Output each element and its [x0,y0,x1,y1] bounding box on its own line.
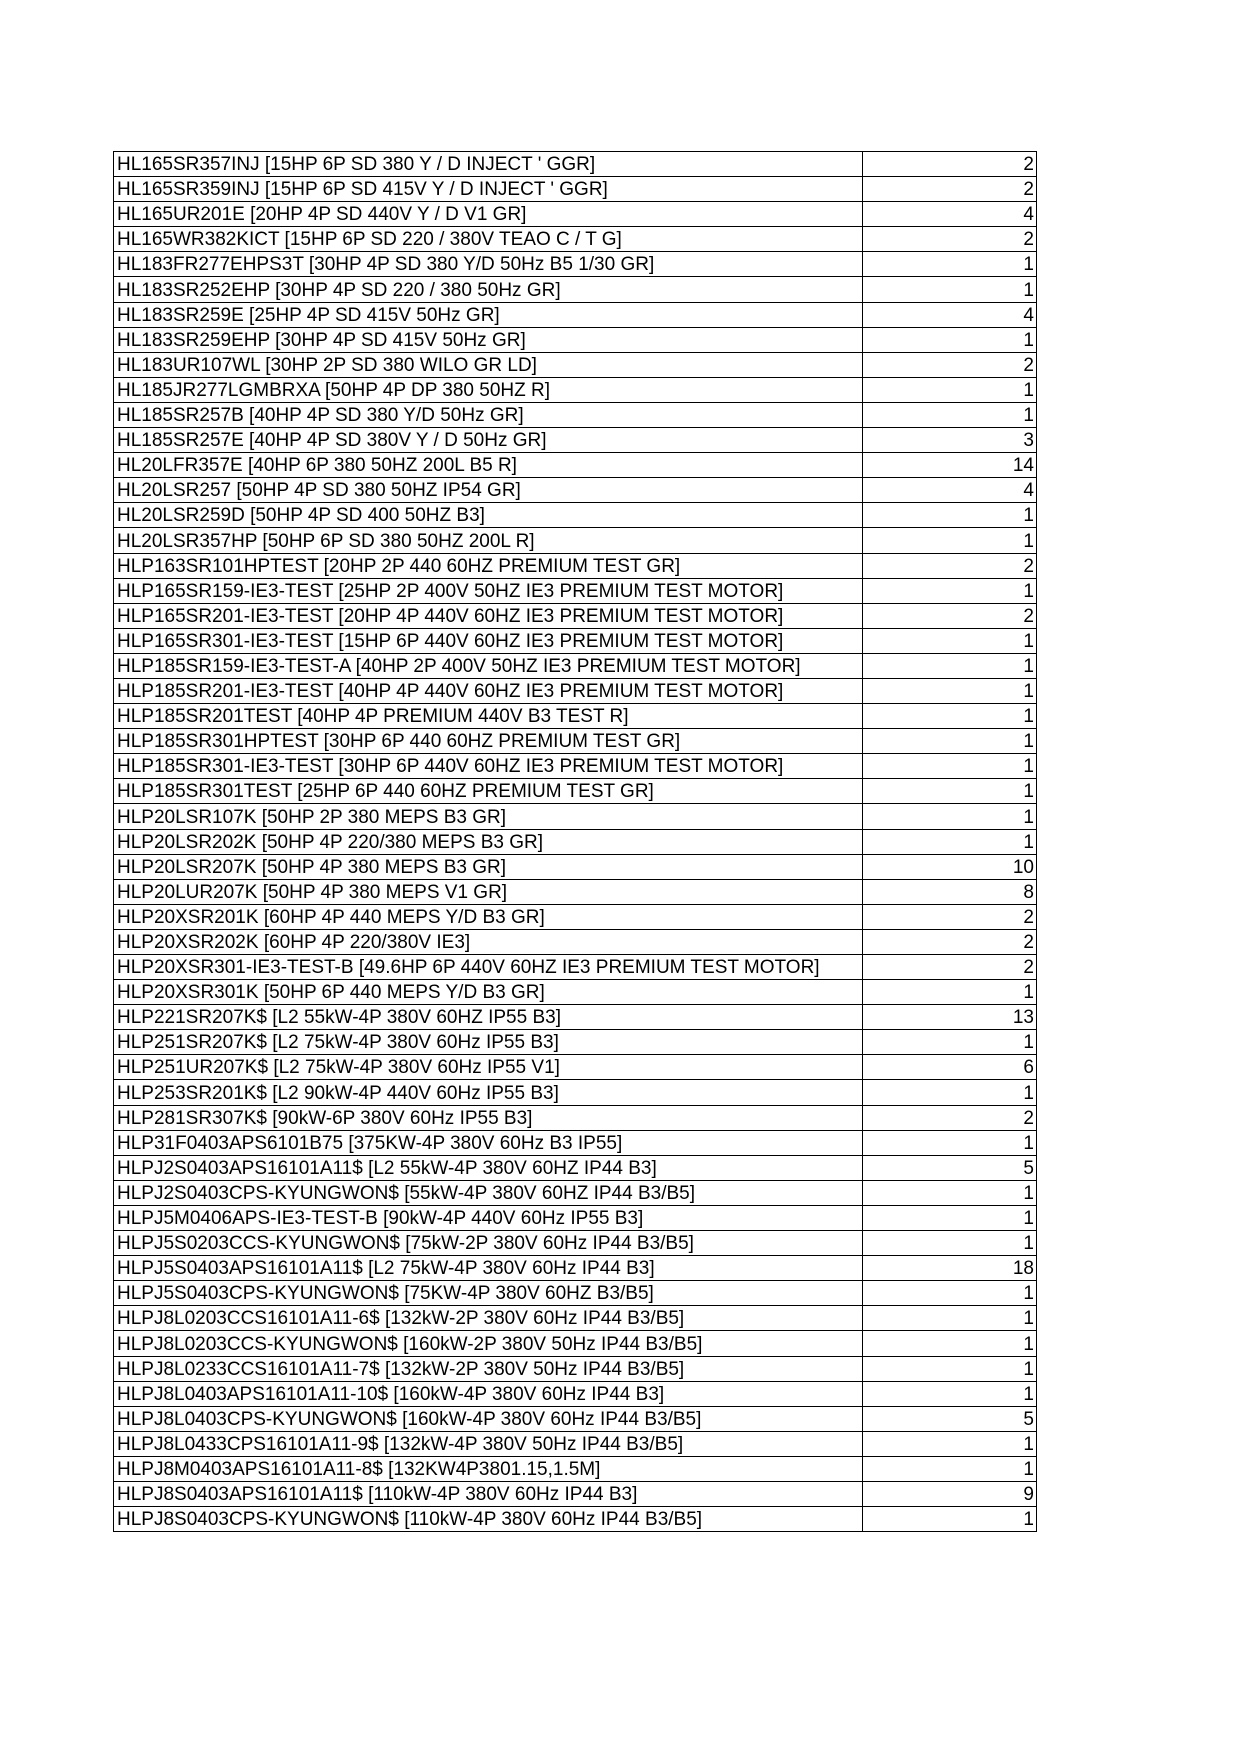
table-row [114,578,1037,603]
item-description-cell: HL165SR359INJ [15HP 6P SD 415V Y / D INJECT ' GGR] [114,177,863,202]
item-quantity-cell: 2 [863,553,1037,578]
item-description-cell: HL20LSR357HP [50HP 6P SD 380 50HZ 200L R] [114,528,863,553]
item-quantity-cell: 1 [863,1331,1037,1356]
item-description-cell: HLP185SR201-IE3-TEST [40HP 4P 440V 60HZ IE3 PREMIUM TEST MOTOR] [114,678,863,703]
item-description-cell: HLPJ5M0406APS-IE3-TEST-B [90kW-4P 440V 60Hz IP55 B3] [114,1205,863,1230]
item-quantity-cell: 1 [863,729,1037,754]
table-row [114,1481,1037,1506]
item-description-cell: HL185SR257B [40HP 4P SD 380 Y/D 50Hz GR] [114,402,863,427]
inventory-table [113,151,1037,1532]
table-row [114,1080,1037,1105]
item-description-cell: HL183UR107WL [30HP 2P SD 380 WILO GR LD] [114,352,863,377]
item-quantity-cell: 1 [863,377,1037,402]
table-row [114,1205,1037,1230]
table-row [114,955,1037,980]
item-quantity-cell: 1 [863,779,1037,804]
item-description-cell: HLP185SR201TEST [40HP 4P PREMIUM 440V B3 TEST R] [114,704,863,729]
item-quantity-cell: 1 [863,1130,1037,1155]
item-description-cell: HL20LFR357E [40HP 6P 380 50HZ 200L B5 R] [114,453,863,478]
item-quantity-cell: 1 [863,980,1037,1005]
item-description-cell: HLP185SR159-IE3-TEST-A [40HP 2P 400V 50HZ IE3 PREMIUM TEST MOTOR] [114,653,863,678]
table-row [114,528,1037,553]
item-quantity-cell: 4 [863,202,1037,227]
item-quantity-cell: 1 [863,1080,1037,1105]
item-description-cell: HLPJ2S0403APS16101A11$ [L2 55kW-4P 380V 60HZ IP44 B3] [114,1155,863,1180]
table-row [114,628,1037,653]
item-quantity-cell: 1 [863,503,1037,528]
item-quantity-cell: 2 [863,603,1037,628]
item-quantity-cell: 1 [863,1381,1037,1406]
table-row [114,1130,1037,1155]
table-row [114,1281,1037,1306]
item-quantity-cell: 1 [863,1507,1037,1532]
item-description-cell: HL183SR259E [25HP 4P SD 415V 50Hz GR] [114,302,863,327]
item-description-cell: HLP20LSR107K [50HP 2P 380 MEPS B3 GR] [114,804,863,829]
table-row [114,1055,1037,1080]
item-description-cell: HLP165SR301-IE3-TEST [15HP 6P 440V 60HZ IE3 PREMIUM TEST MOTOR] [114,628,863,653]
table-row [114,1356,1037,1381]
table-row [114,1431,1037,1456]
table-row [114,302,1037,327]
item-description-cell: HL20LSR259D [50HP 4P SD 400 50HZ B3] [114,503,863,528]
item-quantity-cell: 6 [863,1055,1037,1080]
table-row [114,779,1037,804]
table-row [114,453,1037,478]
item-quantity-cell: 8 [863,879,1037,904]
table-row [114,929,1037,954]
item-description-cell: HL165SR357INJ [15HP 6P SD 380 Y / D INJECT ' GGR] [114,152,863,177]
item-description-cell: HL183FR277EHPS3T [30HP 4P SD 380 Y/D 50Hz B5 1/30 GR] [114,252,863,277]
table-row [114,1381,1037,1406]
item-quantity-cell: 18 [863,1256,1037,1281]
table-row [114,152,1037,177]
item-quantity-cell: 1 [863,704,1037,729]
item-description-cell: HLP20XSR301K [50HP 6P 440 MEPS Y/D B3 GR] [114,980,863,1005]
item-quantity-cell: 2 [863,1105,1037,1130]
table-row [114,377,1037,402]
item-quantity-cell: 2 [863,929,1037,954]
item-description-cell: HL183SR252EHP [30HP 4P SD 220 / 380 50Hz GR] [114,277,863,302]
item-description-cell: HLP20LSR202K [50HP 4P 220/380 MEPS B3 GR] [114,829,863,854]
item-quantity-cell: 1 [863,528,1037,553]
item-description-cell: HLP165SR201-IE3-TEST [20HP 4P 440V 60HZ IE3 PREMIUM TEST MOTOR] [114,603,863,628]
item-description-cell: HLP185SR301TEST [25HP 6P 440 60HZ PREMIUM TEST GR] [114,779,863,804]
table-row [114,829,1037,854]
item-description-cell: HLP20XSR301-IE3-TEST-B [49.6HP 6P 440V 60HZ IE3 PREMIUM TEST MOTOR] [114,955,863,980]
item-description-cell: HL20LSR257 [50HP 4P SD 380 50HZ IP54 GR] [114,478,863,503]
item-quantity-cell: 1 [863,1306,1037,1331]
item-quantity-cell: 2 [863,352,1037,377]
item-quantity-cell: 13 [863,1005,1037,1030]
item-description-cell: HLP253SR201K$ [L2 90kW-4P 440V 60Hz IP55 B3] [114,1080,863,1105]
item-description-cell: HL185SR257E [40HP 4P SD 380V Y / D 50Hz GR] [114,428,863,453]
item-description-cell: HLP31F0403APS6101B75 [375KW-4P 380V 60Hz B3 IP55] [114,1130,863,1155]
item-description-cell: HLPJ8S0403CPS-KYUNGWON$ [110kW-4P 380V 60Hz IP44 B3/B5] [114,1507,863,1532]
table-row [114,1456,1037,1481]
table-row [114,1306,1037,1331]
item-description-cell: HLPJ5S0403APS16101A11$ [L2 75kW-4P 380V 60Hz IP44 B3] [114,1256,863,1281]
table-row [114,603,1037,628]
item-description-cell: HLPJ8L0433CPS16101A11-9$ [132kW-4P 380V 50Hz IP44 B3/B5] [114,1431,863,1456]
item-description-cell: HLP185SR301HPTEST [30HP 6P 440 60HZ PREMIUM TEST GR] [114,729,863,754]
item-description-cell: HLPJ8S0403APS16101A11$ [110kW-4P 380V 60Hz IP44 B3] [114,1481,863,1506]
table-row [114,729,1037,754]
item-description-cell: HL165WR382KICT [15HP 6P SD 220 / 380V TEAO C / T G] [114,227,863,252]
table-row [114,428,1037,453]
table-row [114,1256,1037,1281]
item-quantity-cell: 2 [863,152,1037,177]
table-row [114,1105,1037,1130]
item-quantity-cell: 1 [863,1205,1037,1230]
table-row [114,327,1037,352]
item-quantity-cell: 2 [863,227,1037,252]
table-row [114,704,1037,729]
item-description-cell: HLP185SR301-IE3-TEST [30HP 6P 440V 60HZ IE3 PREMIUM TEST MOTOR] [114,754,863,779]
item-quantity-cell: 1 [863,678,1037,703]
table-row [114,478,1037,503]
item-description-cell: HLP165SR159-IE3-TEST [25HP 2P 400V 50HZ IE3 PREMIUM TEST MOTOR] [114,578,863,603]
table-row [114,804,1037,829]
table-row [114,1030,1037,1055]
table-row [114,177,1037,202]
item-description-cell: HLPJ8L0403APS16101A11-10$ [160kW-4P 380V 60Hz IP44 B3] [114,1381,863,1406]
inventory-table-body [114,152,1037,1532]
item-quantity-cell: 5 [863,1406,1037,1431]
item-description-cell: HLPJ8L0403CPS-KYUNGWON$ [160kW-4P 380V 60Hz IP44 B3/B5] [114,1406,863,1431]
item-description-cell: HLPJ5S0203CCS-KYUNGWON$ [75kW-2P 380V 60Hz IP44 B3/B5] [114,1231,863,1256]
item-description-cell: HLPJ8L0203CCS-KYUNGWON$ [160kW-2P 380V 50Hz IP44 B3/B5] [114,1331,863,1356]
item-quantity-cell: 2 [863,177,1037,202]
item-quantity-cell: 1 [863,1030,1037,1055]
item-description-cell: HLP20LUR207K [50HP 4P 380 MEPS V1 GR] [114,879,863,904]
table-row [114,503,1037,528]
item-description-cell: HLP221SR207K$ [L2 55kW-4P 380V 60HZ IP55 B3] [114,1005,863,1030]
item-quantity-cell: 1 [863,1180,1037,1205]
table-row [114,277,1037,302]
table-row [114,1180,1037,1205]
item-quantity-cell: 1 [863,653,1037,678]
item-quantity-cell: 10 [863,854,1037,879]
item-quantity-cell: 1 [863,402,1037,427]
item-quantity-cell: 1 [863,1456,1037,1481]
item-description-cell: HL183SR259EHP [30HP 4P SD 415V 50Hz GR] [114,327,863,352]
item-quantity-cell: 1 [863,1281,1037,1306]
table-row [114,879,1037,904]
table-row [114,1231,1037,1256]
table-row [114,904,1037,929]
item-description-cell: HL185JR277LGMBRXA [50HP 4P DP 380 50HZ R] [114,377,863,402]
item-quantity-cell: 1 [863,1231,1037,1256]
table-row [114,227,1037,252]
item-quantity-cell: 1 [863,628,1037,653]
item-quantity-cell: 14 [863,453,1037,478]
table-row [114,402,1037,427]
item-quantity-cell: 9 [863,1481,1037,1506]
item-description-cell: HLP163SR101HPTEST [20HP 2P 440 60HZ PREMIUM TEST GR] [114,553,863,578]
table-row [114,1406,1037,1431]
table-row [114,252,1037,277]
item-description-cell: HLP251UR207K$ [L2 75kW-4P 380V 60Hz IP55 V1] [114,1055,863,1080]
item-quantity-cell: 1 [863,327,1037,352]
item-quantity-cell: 1 [863,754,1037,779]
table-row [114,1331,1037,1356]
item-description-cell: HLP281SR307K$ [90kW-6P 380V 60Hz IP55 B3] [114,1105,863,1130]
item-description-cell: HLP20LSR207K [50HP 4P 380 MEPS B3 GR] [114,854,863,879]
table-row [114,854,1037,879]
item-quantity-cell: 4 [863,302,1037,327]
table-row [114,754,1037,779]
item-quantity-cell: 1 [863,578,1037,603]
item-quantity-cell: 1 [863,1431,1037,1456]
table-row [114,653,1037,678]
item-quantity-cell: 2 [863,955,1037,980]
table-row [114,678,1037,703]
table-row [114,202,1037,227]
table-row [114,1507,1037,1532]
item-quantity-cell: 1 [863,252,1037,277]
item-quantity-cell: 5 [863,1155,1037,1180]
item-description-cell: HLPJ8L0233CCS16101A11-7$ [132kW-2P 380V 50Hz IP44 B3/B5] [114,1356,863,1381]
item-quantity-cell: 2 [863,904,1037,929]
item-quantity-cell: 1 [863,1356,1037,1381]
item-description-cell: HLP20XSR201K [60HP 4P 440 MEPS Y/D B3 GR] [114,904,863,929]
item-description-cell: HL165UR201E [20HP 4P SD 440V Y / D V1 GR] [114,202,863,227]
table-row [114,980,1037,1005]
item-description-cell: HLPJ5S0403CPS-KYUNGWON$ [75KW-4P 380V 60HZ B3/B5] [114,1281,863,1306]
table-row [114,1005,1037,1030]
item-description-cell: HLP251SR207K$ [L2 75kW-4P 380V 60Hz IP55 B3] [114,1030,863,1055]
item-quantity-cell: 1 [863,829,1037,854]
item-quantity-cell: 4 [863,478,1037,503]
item-quantity-cell: 3 [863,428,1037,453]
item-description-cell: HLPJ8M0403APS16101A11-8$ [132KW4P3801.15,1.5M] [114,1456,863,1481]
table-row [114,1155,1037,1180]
item-description-cell: HLP20XSR202K [60HP 4P 220/380V IE3] [114,929,863,954]
item-quantity-cell: 1 [863,277,1037,302]
table-row [114,553,1037,578]
item-description-cell: HLPJ8L0203CCS16101A11-6$ [132kW-2P 380V 60Hz IP44 B3/B5] [114,1306,863,1331]
item-description-cell: HLPJ2S0403CPS-KYUNGWON$ [55kW-4P 380V 60HZ IP44 B3/B5] [114,1180,863,1205]
item-quantity-cell: 1 [863,804,1037,829]
table-row [114,352,1037,377]
